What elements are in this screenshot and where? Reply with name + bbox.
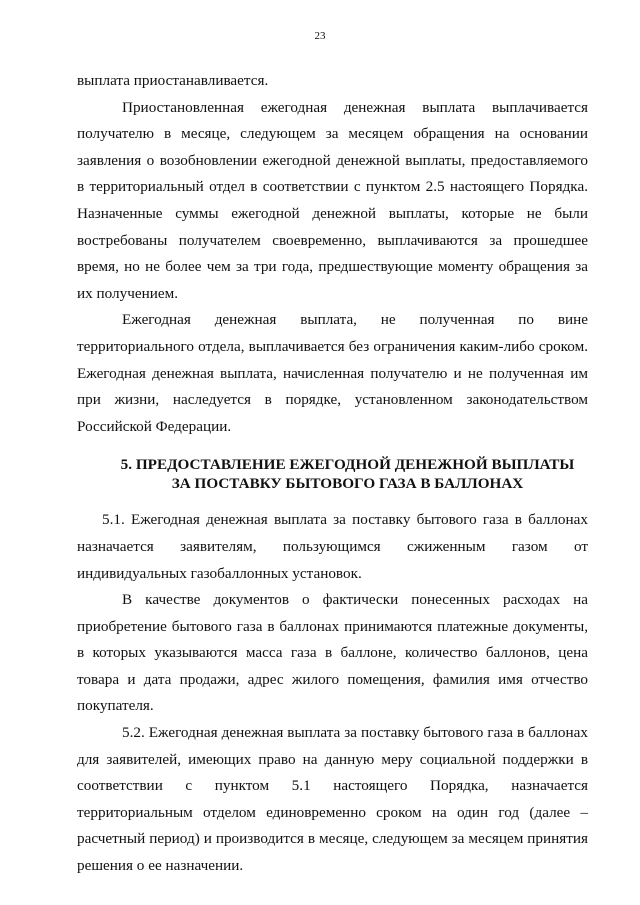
paragraph-5-1: 5.1. Ежегодная денежная выплата за поставку бытового газа в баллонах назначается заявителям, пользующимся сжиженным газом от индивидуальных газобаллонных установок. — [77, 511, 588, 582]
paragraph-5-2: 5.2. Ежегодная денежная выплата за поставку бытового газа в баллонах для заявителей, имеющих право на данную меру социальной поддержки в соответствии с пунктом 5.1 настоящего Порядка, назначается территориальным отделом единовременно сроком на один год (далее – расчетный период) и производится в месяце, следующем за месяцем принятия решения о ее назначении. — [77, 724, 588, 875]
paragraph-continuation: выплата приостанавливается. — [77, 72, 269, 89]
section-title-line-1: 5. ПРЕДОСТАВЛЕНИЕ ЕЖЕГОДНОЙ ДЕНЕЖНОЙ ВЫПЛАТЫ — [120, 456, 575, 474]
page-number: 23 — [314, 30, 326, 42]
paragraph-documents: В качестве документов о фактически понесенных расходах на приобретение бытового газа в баллонах принимаются платежные документы, в которых указываются масса газа в баллоне, количество баллонов, цена товара и дата продажи, адрес жилого помещения, фамилия имя отчество покупателя. — [77, 591, 588, 715]
paragraph-suspended-payment: Приостановленная ежегодная денежная выплата выплачивается получателю в месяце, следующем за месяцем обращения на основании заявления о возобновлении ежегодной денежной выплаты, предоставляемого в территориальный отдел в соответствии с пунктом 2.5 настоящего Порядка. Назначенные суммы ежегодной денежной выплаты, которые не были востребованы получателем своевременно, выплачиваются за прошедшее время, но не более чем за три года, предшествующие моменту обращения за их получением. — [77, 98, 588, 302]
paragraph-unreceived-payment: Ежегодная денежная выплата, не полученная по вине территориального отдела, выплачивается без ограничения каким-либо сроком. Ежегодная денежная выплата, начисленная получателю и не полученная им при жизни, наследуется в порядке, установленном законодательством Российской Федерации. — [77, 311, 588, 435]
section-title — [77, 455, 588, 493]
document-body — [77, 68, 588, 880]
section-title-line-2: ЗА ПОСТАВКУ БЫТОВОГО ГАЗА В БАЛЛОНАХ — [171, 475, 524, 493]
